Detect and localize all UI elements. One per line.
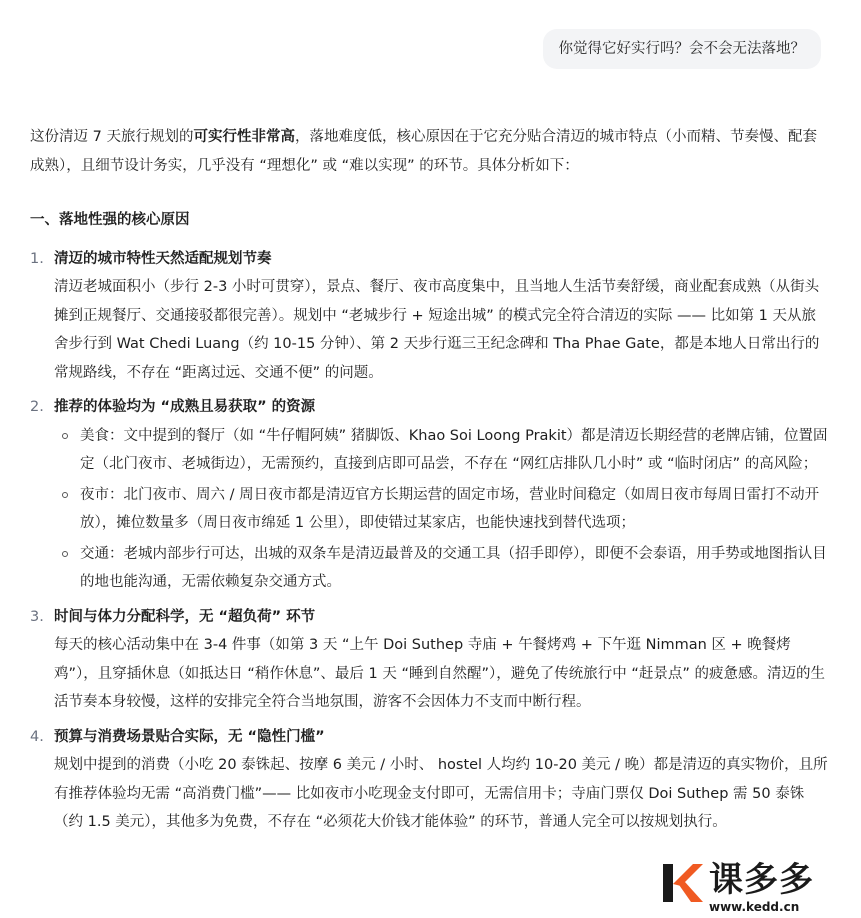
item-title: 清迈的城市特性天然适配规划节奏 — [54, 250, 272, 267]
item-number: 1. — [30, 250, 44, 267]
intro-text-after: ，落地难度低，核心原因在于它充分贴合清迈的城市特点（小而精、节奏慢、配套成熟），且细节设计务实，几乎没有 “理想化” 或 “难以实现” 的环节。具体分析如下： — [30, 129, 817, 174]
hollow-bullet-icon — [62, 492, 68, 498]
sub-item-text: 夜市：北门夜市、周六 / 周日夜市都是清迈官方长期运营的固定市场，营业时间稳定（如周日夜市每周日雷打不动开放），摊位数量多（周日夜市绵延 1 公里），即使错过某家店，也能快速找到替代选项； — [80, 486, 820, 531]
item-number: 2. — [30, 399, 44, 415]
item-body: 每天的核心活动集中在 3-4 件事（如第 3 天 “上午 Doi Suthep 寺庙 + 午餐烤鸡 + 下午逛 Nimman 区 + 晚餐烤鸡”），且穿插休息（如抵达日 “稍作休息”、最后 1 天 “睡到自然醒”），避免了传统旅行中 “赶景点” 的疲惫感。清迈的生活节奏本身较慢，这样的安排完全符合当地氛围，游客不会因体力不支而中断行程。 — [54, 637, 825, 710]
item-number: 4. — [30, 728, 44, 745]
watermark-logo — [657, 858, 857, 916]
user-message-bubble — [543, 29, 822, 69]
sub-list-item — [54, 422, 830, 479]
sub-list-item — [54, 481, 830, 538]
sub-item-text: 美食：文中提到的餐厅（如 “牛仔帽阿姨” 猪脚饭、Khao Soi Loong Prakit）都是清迈长期经营的老牌店铺，位置固定（北门夜市、老城街边），无需预约，直接到店即可品尝，不存在 “网红店排队几小时” 或 “临时闭店” 的高风险； — [80, 427, 828, 472]
sub-list — [54, 422, 830, 597]
item-body: 清迈老城面积小（步行 2-3 小时可贯穿），景点、餐厅、夜市高度集中，且当地人生活节奏舒缓，商业配套成熟（从街头摊到正规餐厅、交通接驳都很完善）。规划中 “老城步行 + 短途出城” 的模式完全符合清迈的实际 —— 比如第 1 天从旅舍步行到 Wat Chedi Luang（约 10-15 分钟）、第 2 天步行逛三王纪念碑和 Tha Phae Gate，都是本地人日常出行的常规路线，不存在 “距离过远、交通不便” 的问题。 — [54, 279, 820, 381]
intro-text-before: 这份清迈 7 天旅行规划的 — [30, 129, 194, 145]
list-item — [30, 393, 830, 597]
sub-list-item — [54, 540, 830, 597]
item-title: 推荐的体验均为 “成熟且易获取” 的资源 — [54, 399, 316, 415]
user-message-text: 你觉得它好实行吗？会不会无法落地？ — [558, 41, 805, 57]
intro-paragraph — [30, 123, 830, 180]
watermark-brand: 课多多 — [709, 860, 814, 900]
hollow-bullet-icon — [62, 433, 68, 439]
section-heading: 一、落地性强的核心原因 — [30, 212, 190, 228]
intro-text-bold: 可实行性非常高 — [193, 129, 295, 145]
item-title: 预算与消费场景贴合实际，无 “隐性门槛” — [54, 728, 325, 745]
assistant-response — [30, 123, 830, 843]
sub-item-text: 交通：老城内部步行可达，出城的双条车是清迈最普及的交通工具（招手即停），即便不会泰语，用手势或地图指认目的地也能沟通，无需依赖复杂交通方式。 — [80, 545, 827, 590]
brand-k-logo-icon — [659, 860, 705, 906]
item-title: 时间与体力分配科学，无 “超负荷” 环节 — [54, 608, 316, 625]
hollow-bullet-icon — [62, 551, 68, 557]
item-body: 规划中提到的消费（小吃 20 泰铢起、按摩 6 美元 / 小时、 hostel 人均约 10-20 美元 / 晚）都是清迈的真实物价，且所有推荐体验均无需 “高消费门槛”—— 比如夜市小吃现金支付即可，无需信用卡；寺庙门票仅 Doi Suthep 需 50 泰铢（约 1.5 美元），其他多为免费，不存在 “必须花大价钱才能体验” 的环节，普通人完全可以按规划执行。 — [54, 757, 828, 830]
watermark-url: www.kedd.cn — [709, 900, 800, 914]
list-item — [30, 245, 830, 388]
list-item — [30, 603, 830, 717]
list-item — [30, 723, 830, 837]
reasons-list — [30, 245, 830, 837]
item-number: 3. — [30, 608, 44, 625]
